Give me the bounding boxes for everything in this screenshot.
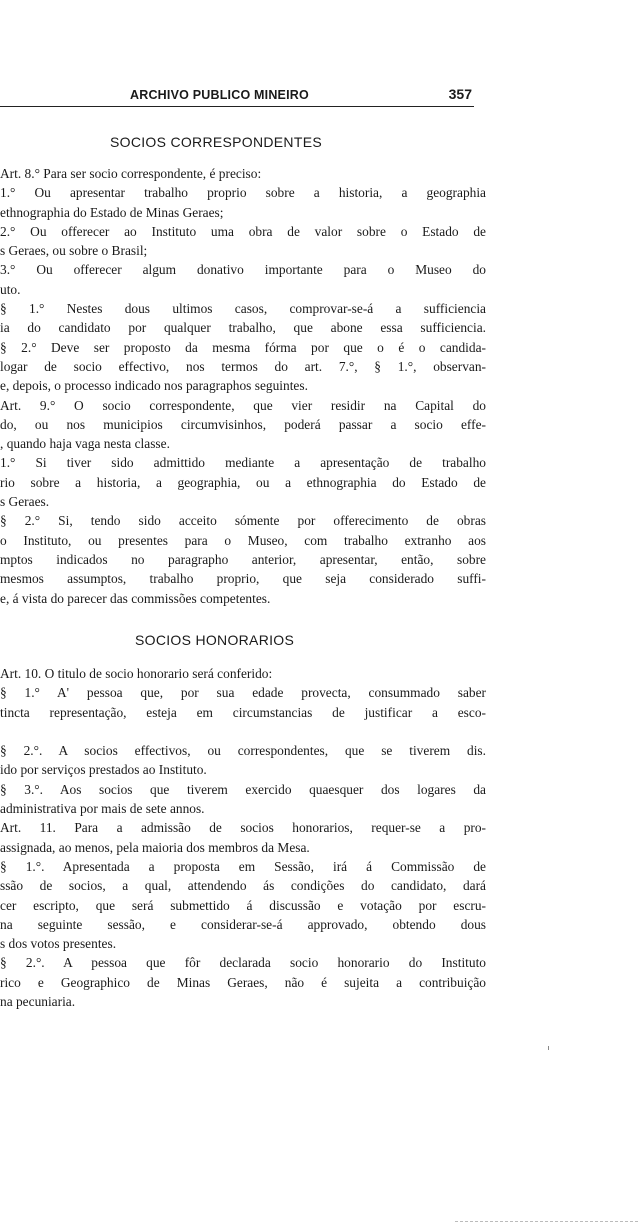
body-line: e, á vista do parecer das commissões competentes. [0,590,271,606]
body-line: mesmos assumptos, trabalho proprio, que seja considerado suffi- [0,571,486,587]
body-line: cer escripto, que será submettido á discussão e votação por escru- [0,897,486,913]
body-line: ido por serviços prestados ao Instituto. [0,762,207,778]
header-title: ARCHIVO PUBLICO MINEIRO [130,88,309,102]
body-line: uto. [0,281,21,297]
scan-edge-rule [455,1221,638,1222]
body-line: § 2.°. A pessoa que fôr declarada socio honorario do Instituto [0,955,486,971]
body-line: s Geraes, ou sobre o Brasil; [0,243,148,259]
body-line: rico e Geographico de Minas Geraes, não é sujeita a contribuição [0,974,486,990]
body-line: Art. 11. Para a admissão de socios honorarios, requer-se a pro- [0,820,486,836]
body-line: na pecuniaria. [0,994,76,1010]
body-line: Art. 10. O titulo de socio honorario será conferido: [0,666,273,681]
body-line: s Geraes. [0,494,50,510]
body-line: s dos votos presentes. [0,936,117,952]
body-line: § 3.°. Aos socios que tiverem exercido quaesquer dos logares da [0,781,486,797]
body-line: ia do candidato por qualquer trabalho, que abone essa sufficiencia. [0,320,486,336]
body-line: 3.° Ou offerecer algum donativo importante para o Museo do [0,262,486,278]
body-line: ssão de socios, a qual, attendendo ás condições do candidato, dará [0,878,486,894]
body-line: 1.° Si tiver sido admittido mediante a apresentação de trabalho [0,455,486,471]
body-line: , quando haja vaga nesta classe. [0,436,170,452]
body-line: tincta representação, esteja em circumstancias de justificar a esco- [0,704,486,720]
paragraph-gap [0,722,486,741]
page-number: 357 [448,86,472,102]
body-line: § 2.°. A socios effectivos, ou correspondentes, que se tiverem dis. [0,743,486,759]
body-line: na seguinte sessão, e considerar-se-á approvado, obtendo dous [0,916,486,932]
body-line: o Instituto, ou presentes para o Museo, com trabalho extranho aos [0,532,486,548]
body-line: rio sobre a historia, a geographia, ou a ethnographia do Estado de [0,474,486,490]
body-line: mptos indicados no paragrapho anterior, apresentar, então, sobre [0,551,486,567]
body-line: 2.° Ou offerecer ao Instituto uma obra de valor sobre o Estado de [0,223,486,239]
body-line: Art. 8.° Para ser socio correspondente, é preciso: [0,166,262,181]
section-title-honorarios: SOCIOS HONORARIOS [135,632,295,648]
body-line: Art. 9.° O socio correspondente, que vier residir na Capital do [0,397,486,413]
body-line: § 2.° Si, tendo sido acceito sómente por offerecimento de obras [0,513,486,529]
scan-speck [548,1046,549,1050]
header-rule [0,106,474,107]
body-line: § 1.°. Apresentada a proposta em Sessão, irá á Commissão de [0,858,486,874]
body-line: e, depois, o processo indicado nos paragraphos seguintes. [0,378,308,394]
body-line: § 2.° Deve ser proposto da mesma fórma por que o é o candida- [0,339,486,355]
body-line: § 1.° Nestes dous ultimos casos, comprovar-se-á a sufficiencia [0,301,486,317]
body-line: assignada, ao menos, pela maioria dos membros da Mesa. [0,839,310,855]
section-title-correspondentes: SOCIOS CORRESPONDENTES [110,134,322,150]
section-body-honorarios [0,664,486,1011]
body-line: do, ou nos municipios circumvisinhos, poderá passar a socio effe- [0,416,486,432]
body-line: § 1.° A' pessoa que, por sua edade provecta, consummado saber [0,685,486,701]
section-body-correspondentes [0,164,486,608]
running-header [0,86,474,106]
body-line: administrativa por mais de sete annos. [0,801,205,817]
body-line: logar de socio effectivo, nos termos do art. 7.°, § 1.°, observan- [0,358,486,374]
body-line: ethnographia do Estado de Minas Geraes; [0,204,224,220]
body-line: 1.° Ou apresentar trabalho proprio sobre a historia, a geographia [0,185,486,201]
